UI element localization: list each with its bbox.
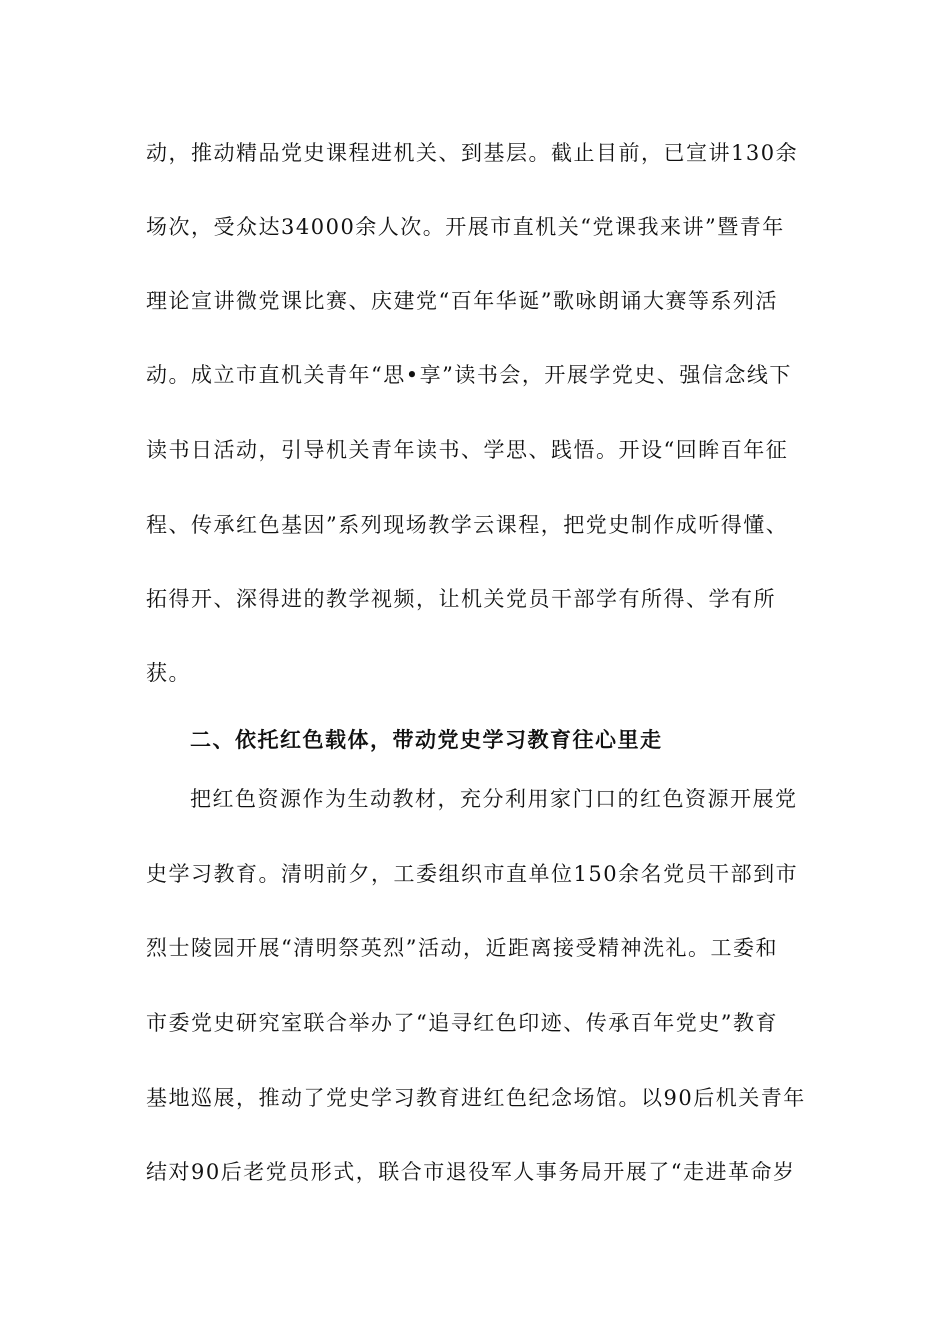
paragraph-1-line-2: 场次，受众达34000余人次。开展市直机关“党课我来讲”暨青年 — [146, 215, 785, 239]
paragraph-1-line-3: 理论宣讲微党课比赛、庆建党“百年华诞”歌咏朗诵大赛等系列活 — [146, 289, 778, 313]
paragraph-1-line-4: 动。成立市直机关青年“思•享”读书会，开展学党史、强信念线下 — [146, 363, 792, 387]
section-2-line-3: 烈士陵园开展“清明祭英烈”活动，近距离接受精神洗礼。工委和 — [146, 936, 778, 960]
paragraph-1-line-7: 拓得开、深得进的教学视频，让机关党员干部学有所得、学有所 — [146, 587, 776, 611]
paragraph-1-line-1: 动，推动精品党史课程进机关、到基层。截止目前，已宣讲130余 — [146, 141, 799, 165]
section-2-heading: 二、依托红色载体，带动党史学习教育往心里走 — [190, 727, 663, 752]
section-2-line-1: 把红色资源作为生动教材，充分利用家门口的红色资源开展党 — [190, 787, 798, 811]
section-2-line-5: 基地巡展，推动了党史学习教育进红色纪念场馆。以90后机关青年 — [146, 1086, 806, 1110]
paragraph-1-line-6: 程、传承红色基因”系列现场教学云课程，把党史制作成听得懂、 — [146, 513, 789, 537]
paragraph-1-line-8: 获。 — [146, 661, 191, 685]
section-2-line-2: 史学习教育。清明前夕，工委组织市直单位150余名党员干部到市 — [146, 862, 799, 886]
section-2-line-4: 市委党史研究室联合举办了“追寻红色印迹、传承百年党史”教育 — [146, 1011, 778, 1035]
paragraph-1-line-5: 读书日活动，引导机关青年读书、学思、践悟。开设“回眸百年征 — [146, 438, 789, 462]
section-2-line-6: 结对90后老党员形式，联合市退役军人事务局开展了“走进革命岁 — [146, 1160, 796, 1184]
